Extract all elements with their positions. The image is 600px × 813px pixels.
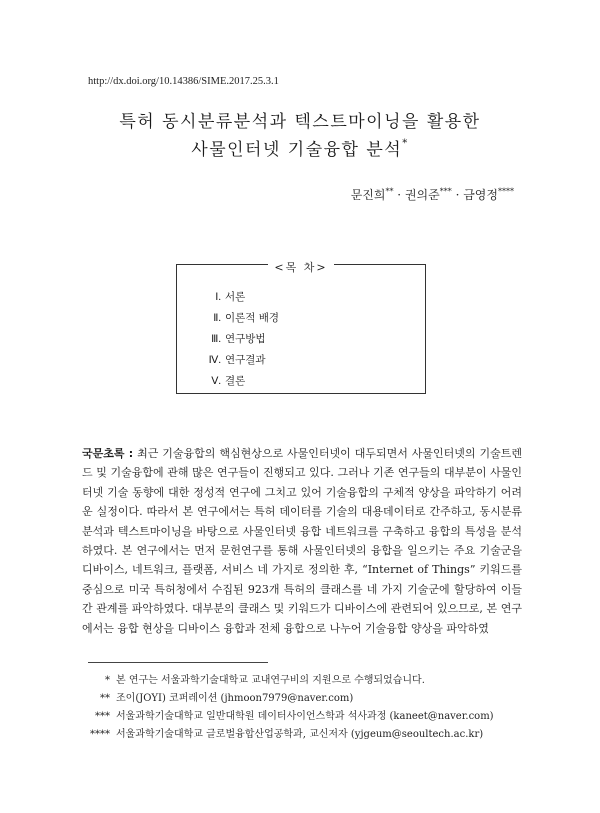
toc-item bbox=[207, 329, 279, 350]
footnote-divider bbox=[88, 662, 268, 663]
footnote bbox=[82, 725, 483, 740]
footnote-text: 서울과학기술대학교 글로벌융합산업공학과, 교신저자 (yjgeum@seoultech.ac.kr) bbox=[116, 729, 484, 740]
toc-item-number: Ⅰ. bbox=[215, 292, 221, 303]
abstract-text: 최근 기술융합의 핵심현상으로 사물인터넷이 대두되면서 사물인터넷의 기술트렌드 및 기술융합에 관해 많은 연구들이 진행되고 있다. 그러나 기존 연구들의 대부분이 사물인터넷 기술 동향에 대한 정성적 연구에 그치고 있어 기술융합의 구체적 양상을 파악하기 어려운 실정이다. 따라서 본 연구에서는 특허 데이터를 기술의 대용데이터로 간주하고, 동시분류분석과 텍스트마이닝을 바탕으로 사물인터넷 융합 네트워크를 구축하고 융합의 특성을 분석하였다. 본 연구에서는 먼저 문헌연구를 통해 사물인터넷의 융합을 일으키는 주요 기술군을 디바이스, 네트워크, 플랫폼, 서비스 네 가지로 정의한 후, “Internet of Things” 키워드를 중심으로 미국 특허청에서 수집된 923개 특허의 클래스를 네 가지 기술군에 할당하여 이들 간 관계를 파악하였다. 대부분의 클래스 및 키워드가 디바이스에 관련되어 있으므로, 본 연구에서는 융합 현상을 디바이스 융합과 전체 융합으로 나누어 기술융합 양상을 파악하였 bbox=[82, 447, 522, 635]
toc-item bbox=[207, 350, 279, 371]
author-name: 문진희 bbox=[350, 188, 386, 202]
toc-item-number: Ⅴ. bbox=[211, 376, 221, 387]
author-name: 금영정 bbox=[463, 188, 498, 202]
toc-item-label: 연구결과 bbox=[225, 354, 266, 366]
table-of-contents bbox=[176, 261, 426, 394]
toc-item-label: 이론적 배경 bbox=[225, 312, 280, 324]
footnote-text: 본 연구는 서울과학기술대학교 교내연구비의 지원으로 수행되었습니다. bbox=[116, 675, 425, 686]
footnote-text: 서울과학기술대학교 일반대학원 데이터사이언스학과 석사과정 (kaneet@naver.com) bbox=[116, 711, 494, 722]
toc-item-label: 결론 bbox=[225, 375, 246, 387]
toc-item-label: 서론 bbox=[225, 291, 246, 303]
toc-header bbox=[177, 256, 425, 275]
toc-item-number: Ⅲ. bbox=[211, 334, 221, 345]
author-line bbox=[351, 186, 514, 203]
footnote-mark: *** bbox=[95, 711, 110, 722]
toc-item bbox=[207, 287, 279, 308]
author-separator: · bbox=[397, 188, 402, 202]
author-mark: ** bbox=[385, 187, 394, 196]
author-separator: · bbox=[455, 188, 460, 202]
paper-title-line-2 bbox=[0, 135, 600, 160]
toc-item-label: 연구방법 bbox=[225, 333, 266, 345]
footnote bbox=[82, 707, 494, 722]
toc-header-text: <목 차> bbox=[268, 261, 333, 274]
footnote-mark: * bbox=[105, 675, 110, 686]
title-footnote-mark: * bbox=[402, 138, 409, 150]
author-name: 권의준 bbox=[404, 188, 440, 202]
footnote-text: 조이(JOYI) 코퍼레이션 (jhmoon7979@naver.com) bbox=[116, 693, 354, 704]
abstract-label: 국문초록 : bbox=[82, 447, 134, 460]
toc-item-number: Ⅱ. bbox=[213, 313, 221, 324]
toc-item bbox=[207, 371, 279, 392]
korean-abstract bbox=[82, 444, 522, 638]
toc-item bbox=[207, 308, 279, 329]
paper-title-line-2-text: 사물인터넷 기술융합 분석 bbox=[191, 140, 403, 160]
footnote bbox=[82, 671, 425, 686]
footnote bbox=[82, 689, 353, 704]
toc-list bbox=[207, 287, 279, 392]
toc-item-number: Ⅳ. bbox=[208, 355, 221, 366]
doi-link[interactable]: http://dx.doi.org/10.14386/SIME.2017.25.3.1 bbox=[88, 76, 279, 87]
paper-title-line-1: 특허 동시분류분석과 텍스트마이닝을 활용한 bbox=[119, 112, 481, 132]
footnote-mark: **** bbox=[90, 729, 110, 740]
author-mark: **** bbox=[498, 187, 514, 196]
author-mark: *** bbox=[439, 187, 452, 196]
footnote-mark: ** bbox=[100, 693, 110, 704]
